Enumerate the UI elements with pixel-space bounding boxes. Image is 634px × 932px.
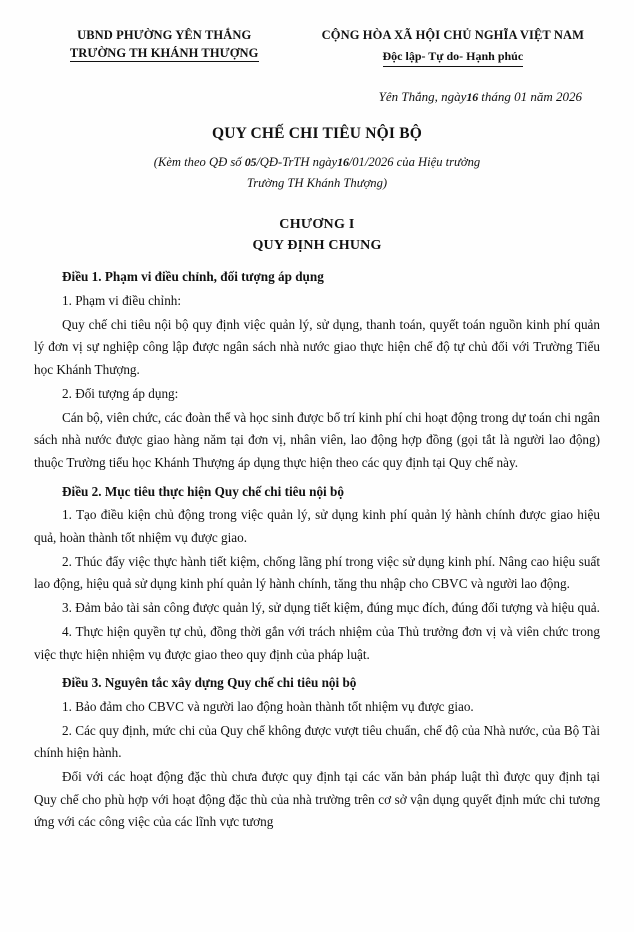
decision-number-handwritten: 05	[244, 154, 257, 169]
article-1-paragraph-3: 2. Đối tượng áp dụng:	[62, 385, 179, 401]
page-title: QUY CHẾ CHI TIÊU NỘI BỘ	[211, 124, 422, 142]
authority-line-2: TRƯỜNG TH KHÁNH THƯỢNG	[69, 46, 259, 61]
subtitle-line-2: Trường TH Khánh Thượng)	[246, 175, 388, 190]
article-3-paragraph-2: 2. Các quy định, mức chi của Quy chế không được vượt tiêu chuẩn, chế độ của Nhà nước, của Bộ Tài chính hiện hành.	[34, 722, 600, 761]
chapter-name: QUY ĐỊNH CHUNG	[252, 238, 382, 254]
issuing-authority-block	[34, 26, 294, 62]
article-3-paragraph-3: Đối với các hoạt động đặc thù chưa được quy định tại các văn bản pháp luật thì được quy định tại Quy chế cho phù hợp với hoạt động đặc thù của nhà trường trên cơ sở vận dụng quyết định mức chi tương ứng với các công việc của các lĩnh vực tương	[34, 769, 600, 830]
decision-day-handwritten: 16	[337, 154, 349, 169]
date-suffix: tháng 01 năm 2026	[481, 88, 582, 104]
document-body	[34, 266, 600, 834]
article-2-paragraph-4: 4. Thực hiện quyền tự chủ, đồng thời gắn với trách nhiệm của Thủ trưởng đơn vị và viên chức trong việc thực hiện nhiệm vụ được giao theo quy định của pháp luật.	[34, 623, 600, 662]
article-2-paragraph-1: 1. Tạo điều kiện chủ động trong việc quản lý, sử dụng kinh phí quản lý hành chính được giao hiệu quả, hoàn thành tốt nhiệm vụ được giao.	[34, 507, 600, 546]
country-name: CỘNG HÒA XÃ HỘI CHỦ NGHĨA VIỆT NAM	[321, 28, 585, 42]
subtitle-prefix: (Kèm theo QĐ số	[153, 154, 242, 169]
national-motto: Độc lập- Tự do- Hạnh phúc	[383, 47, 524, 67]
subtitle-middle: /QĐ-TrTH ngày	[256, 154, 338, 169]
article-1-paragraph-4: Cán bộ, viên chức, các đoàn thể và học sinh được bố trí kinh phí chi hoạt động trong dự toán chi ngân sách nhà nước được giao hàng năm tại đơn vị, nhân viên, lao động hợp đồng (gọi tắt là người lao động) thuộc Trường tiểu học Khánh Thượng áp dụng thực hiện theo các quy định tại Quy chế này.	[34, 409, 600, 470]
article-1-paragraph-2: Quy chế chi tiêu nội bộ quy định việc quản lý, sử dụng, thanh toán, quyết toán nguồn kinh phí quản lý đơn vị sự nghiệp công lập được ngân sách nhà nước giao thực hiện chế độ tự chủ đối với Trường Tiểu học Khánh Thượng.	[34, 316, 600, 378]
chapter-label: CHƯƠNG I	[279, 217, 355, 233]
article-3-heading: Điều 3. Nguyên tắc xây dựng Quy chế chi tiêu nội bộ	[62, 675, 357, 691]
article-1-heading: Điều 1. Phạm vi điều chỉnh, đối tượng áp dụng	[62, 269, 324, 285]
article-2-heading: Điều 2. Mục tiêu thực hiện Quy chế chi tiêu nội bộ	[62, 483, 344, 499]
national-heading-block	[306, 26, 600, 67]
date-prefix: Yên Thắng, ngày	[378, 88, 467, 104]
subtitle-suffix: /01/2026 của Hiệu trưởng	[348, 154, 481, 169]
authority-line-1: UBND PHƯỜNG YÊN THẮNG	[77, 28, 252, 42]
article-3-paragraph-1: 1. Bảo đảm cho CBVC và người lao động hoàn thành tốt nhiệm vụ được giao.	[62, 698, 474, 714]
article-2-paragraph-3: 3. Đảm bảo tài sản công được quản lý, sử dụng tiết kiệm, đúng mục đích, đúng đối tượng và hiệu quả.	[62, 600, 600, 616]
subtitle-line-1	[34, 152, 600, 173]
document-header	[34, 26, 600, 67]
article-1-paragraph-1: 1. Phạm vi điều chỉnh:	[62, 293, 182, 309]
place-and-date	[34, 89, 600, 105]
document-subtitle	[34, 152, 600, 194]
article-2-paragraph-2: 2. Thúc đẩy việc thực hành tiết kiệm, chống lãng phí trong việc sử dụng kinh phí. Nâng cao hiệu suất lao động, hiệu quả sử dụng kinh phí quản lý hành chính, tăng thu nhập cho CBVC và người lao động.	[34, 553, 600, 592]
date-day-handwritten: 16	[466, 89, 478, 104]
